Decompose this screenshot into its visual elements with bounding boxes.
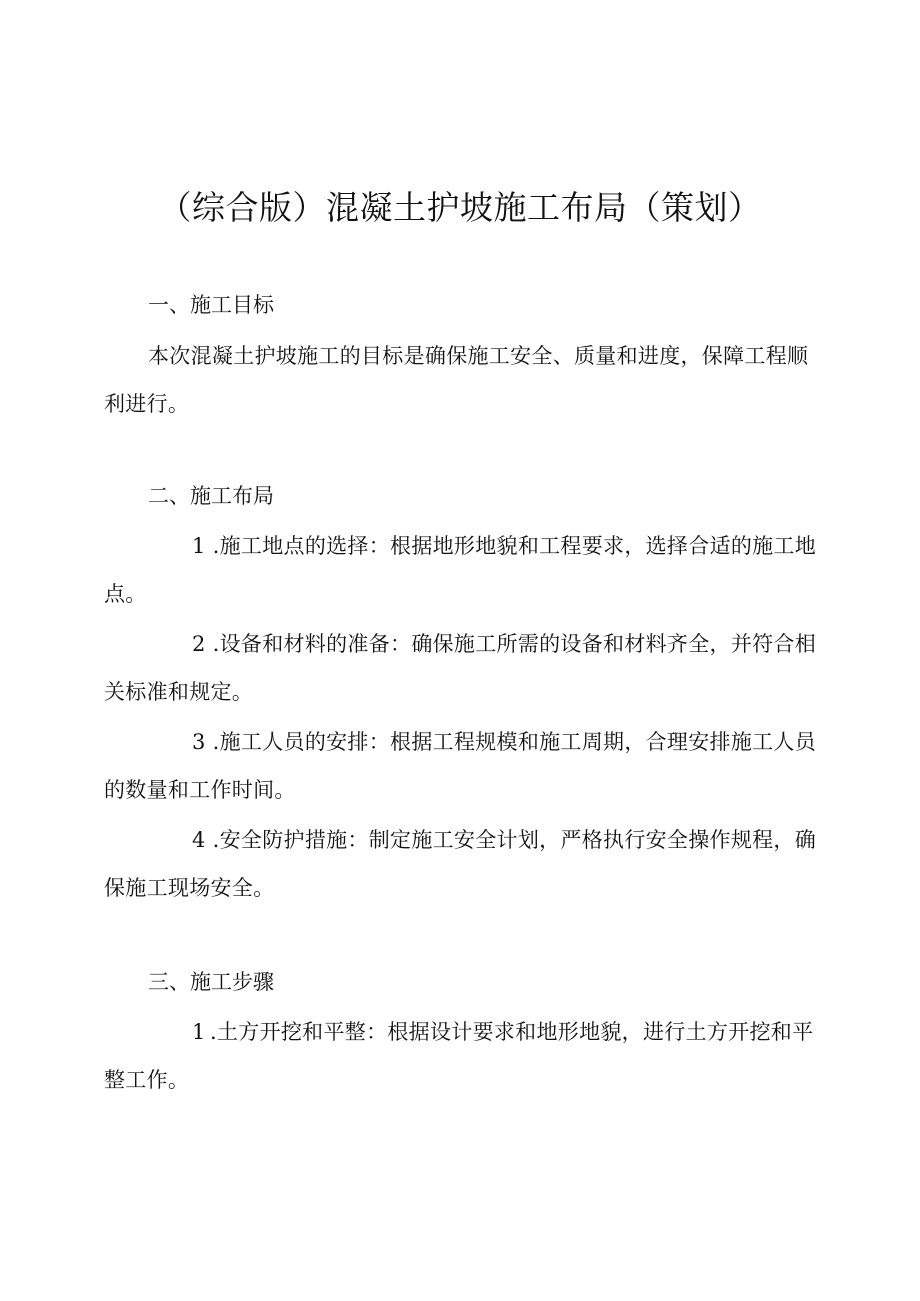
item-text: .土方开挖和平整：根据设计要求和地形地貌，进行土方开挖和平整工作。 bbox=[104, 1020, 814, 1092]
layout-item-2 bbox=[104, 620, 820, 716]
layout-item-3 bbox=[104, 718, 820, 814]
document-title: （综合版）混凝土护坡施工布局（策划） bbox=[158, 188, 762, 227]
item-number: 2 bbox=[192, 632, 206, 656]
steps-item-1 bbox=[104, 1008, 820, 1104]
section-goals-paragraph: 本次混凝土护坡施工的目标是确保施工安全、质量和进度，保障工程顺利进行。 bbox=[104, 344, 809, 416]
item-number: 1 bbox=[192, 534, 206, 558]
section-heading-layout: 二、施工布局 bbox=[148, 484, 274, 508]
item-number: 4 bbox=[192, 828, 206, 852]
item-text: .施工人员的安排：根据工程规模和施工周期，合理安排施工人员的数量和工作时间。 bbox=[104, 730, 817, 802]
item-text: .设备和材料的准备：确保施工所需的设备和材料齐全，并符合相关标准和规定。 bbox=[104, 632, 817, 704]
item-text: .安全防护措施：制定施工安全计划，严格执行安全操作规程，确保施工现场安全。 bbox=[104, 828, 817, 900]
layout-item-1 bbox=[104, 522, 820, 618]
section-heading-steps: 三、施工步骤 bbox=[148, 970, 274, 994]
item-number: 1 bbox=[192, 1020, 206, 1044]
item-text: .施工地点的选择：根据地形地貌和工程要求，选择合适的施工地点。 bbox=[104, 534, 817, 606]
layout-item-4 bbox=[104, 816, 820, 912]
section-heading-goals: 一、施工目标 bbox=[148, 293, 274, 317]
item-number: 3 bbox=[192, 730, 206, 754]
